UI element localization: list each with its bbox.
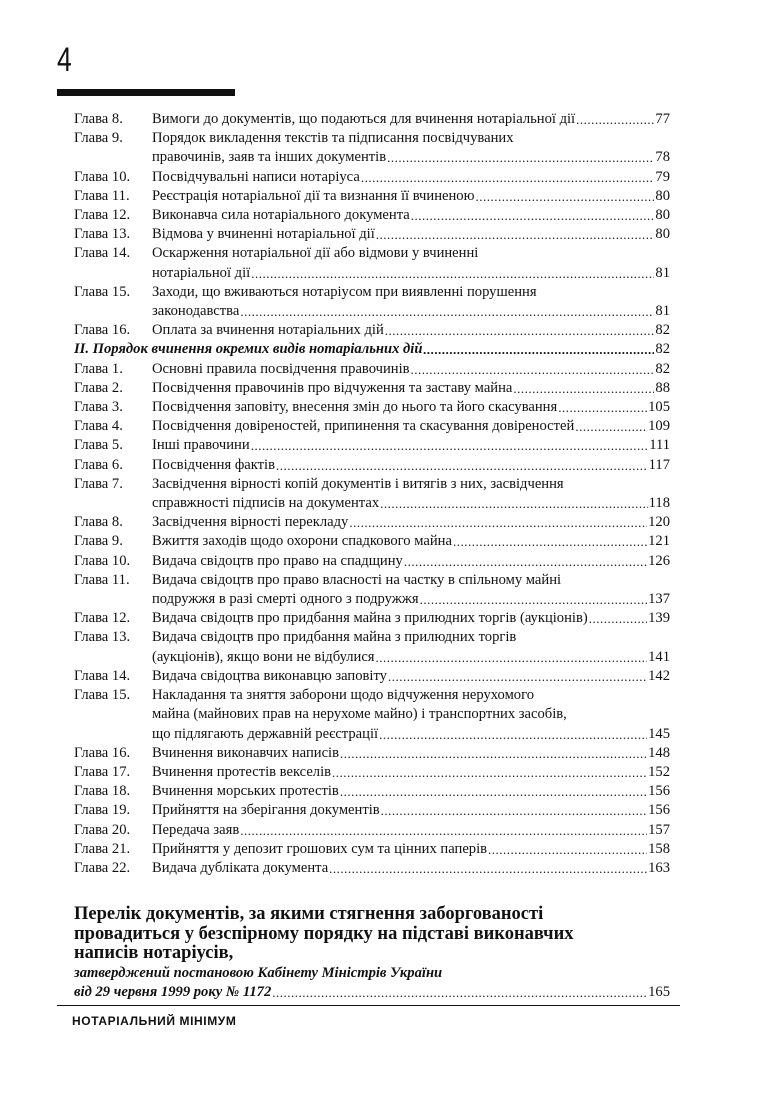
toc-entry-body — [152, 283, 670, 321]
leader-dots — [513, 379, 654, 398]
toc-entry-page: 88 — [655, 379, 670, 396]
toc-entry-page: 79 — [655, 168, 670, 185]
toc-entry-page: 139 — [648, 610, 670, 627]
toc-entry-page: 157 — [648, 821, 670, 838]
toc-entry[interactable] — [74, 840, 670, 859]
section-heading-page: 82 — [655, 341, 670, 358]
toc-entry-title-line: подружжя в разі смерті одного з подружжя — [152, 591, 419, 608]
appendix-title-line: написів нотаріусів, — [74, 943, 234, 963]
toc-entry[interactable] — [74, 552, 670, 571]
leader-dots — [576, 110, 654, 129]
toc-entry-body — [152, 840, 670, 859]
toc-entry[interactable] — [74, 475, 670, 513]
toc-bottom-list — [74, 360, 670, 878]
toc-entry-title-line: Прийняття у депозит грошових сум та цінних паперів — [152, 840, 488, 857]
toc-entry-page: 118 — [648, 495, 670, 512]
toc-entry[interactable] — [74, 398, 670, 417]
table-of-contents — [74, 110, 670, 878]
toc-entry-chapter: Глава 21. — [74, 840, 131, 857]
toc-entry-chapter: Глава 15. — [74, 283, 131, 300]
toc-entry-title-line: Вчинення протестів векселів — [152, 763, 332, 780]
toc-entry-title-line: Посвідчення правочинів про відчуження та заставу майна — [152, 379, 513, 396]
toc-entry[interactable] — [74, 206, 670, 225]
toc-entry-body — [152, 379, 670, 398]
leader-dots — [411, 206, 655, 225]
leader-dots — [558, 398, 647, 417]
leader-dots — [379, 725, 647, 744]
toc-entry-page: 121 — [648, 533, 670, 550]
toc-entry-body — [152, 801, 670, 820]
toc-entry-page: 158 — [648, 840, 670, 857]
toc-entry-title-line: майна (майнових прав на нерухоме майно) і транспортних засобів, — [152, 706, 567, 723]
page-number: 4 — [57, 41, 72, 79]
appendix-entry[interactable] — [74, 905, 670, 1002]
toc-entry-page: 81 — [655, 264, 670, 281]
toc-entry-title-line: нотаріальної дії — [152, 264, 251, 281]
toc-entry-body — [152, 628, 670, 666]
toc-entry-title-line: Вжиття заходів щодо охорони спадкового майна — [152, 533, 452, 550]
toc-entry-body — [152, 475, 670, 513]
leader-dots — [381, 801, 647, 820]
toc-entry-title-line: Основні правила посвідчення правочинів — [152, 360, 410, 377]
toc-entry-chapter: Глава 7. — [74, 475, 123, 492]
toc-entry-chapter: Глава 13. — [74, 629, 131, 646]
toc-entry-chapter: Глава 12. — [74, 610, 131, 627]
toc-entry-chapter: Глава 10. — [74, 552, 131, 569]
toc-entry-body — [152, 360, 670, 379]
toc-entry-page: 105 — [648, 399, 670, 416]
toc-entry-body — [152, 821, 670, 840]
toc-entry-body — [152, 571, 670, 609]
toc-entry[interactable] — [74, 225, 670, 244]
toc-entry-chapter: Глава 20. — [74, 821, 131, 838]
toc-entry-title-line: Видача свідоцтва виконавцю заповіту — [152, 667, 387, 684]
leader-dots — [476, 187, 655, 206]
toc-entry-body — [152, 609, 670, 628]
toc-entry[interactable] — [74, 168, 670, 187]
toc-entry[interactable] — [74, 686, 670, 744]
toc-entry-body — [152, 206, 670, 225]
toc-entry-body — [152, 129, 670, 167]
toc-entry-body — [152, 110, 670, 129]
leader-dots — [240, 302, 654, 321]
toc-entry-chapter: Глава 16. — [74, 322, 131, 339]
toc-entry-title-line: Видача свідоцтв про придбання майна з прилюдних торгів — [152, 629, 517, 646]
leader-dots — [349, 513, 647, 532]
toc-entry-title-line: Посвідчення заповіту, внесення змін до нього та його скасування — [152, 399, 558, 416]
leader-dots — [329, 859, 647, 878]
toc-entry[interactable] — [74, 609, 670, 628]
toc-entry-chapter: Глава 22. — [74, 859, 131, 876]
toc-entry-body — [152, 417, 670, 436]
leader-dots — [388, 667, 647, 686]
toc-entry-title-line: Заходи, що вживаються нотаріусом при виявленні порушення — [152, 283, 537, 300]
toc-entry-body — [152, 244, 670, 282]
toc-entry-title-line: Посвідчувальні написи нотаріуса — [152, 168, 360, 185]
toc-entry-body — [152, 667, 670, 686]
toc-entry-chapter: Глава 11. — [74, 571, 130, 588]
toc-entry-body — [152, 859, 670, 878]
toc-entry-page: 145 — [648, 725, 670, 742]
leader-dots — [385, 321, 655, 340]
toc-entry-chapter: Глава 8. — [74, 514, 123, 531]
toc-entry-title-line: Видача дубліката документа — [152, 859, 329, 876]
leader-dots — [423, 340, 654, 359]
toc-entry[interactable] — [74, 283, 670, 321]
toc-entry-title-line: Посвідчення фактів — [152, 456, 275, 473]
toc-entry-page: 148 — [648, 744, 670, 761]
toc-entry[interactable] — [74, 821, 670, 840]
appendix-title — [74, 905, 670, 964]
toc-entry-page: 141 — [648, 648, 670, 665]
footer-title: НОТАРІАЛЬНИЙ МІНІМУМ — [72, 1014, 237, 1028]
toc-entry-page: 117 — [648, 456, 670, 473]
toc-entry-page: 77 — [655, 111, 670, 127]
toc-entry-body — [152, 763, 670, 782]
appendix-subtitle — [74, 964, 670, 1002]
leader-dots — [376, 648, 648, 667]
toc-entry-chapter: Глава 14. — [74, 667, 131, 684]
leader-dots — [575, 417, 647, 436]
toc-entry[interactable] — [74, 763, 670, 782]
leader-dots — [376, 225, 655, 244]
toc-entry-title-line: Інші правочини — [152, 437, 250, 454]
toc-entry-body — [152, 686, 670, 744]
toc-entry-title-line: Накладання та зняття заборони щодо відчуження нерухомого — [152, 687, 535, 704]
leader-dots — [340, 744, 647, 763]
toc-entry-page: 78 — [655, 149, 670, 166]
toc-entry-page: 142 — [648, 667, 670, 684]
toc-entry[interactable] — [74, 513, 670, 532]
toc-entry[interactable] — [74, 801, 670, 820]
toc-entry-body — [152, 321, 670, 340]
toc-entry[interactable] — [74, 379, 670, 398]
toc-entry-chapter: Глава 11. — [74, 187, 130, 204]
toc-entry-chapter: Глава 9. — [74, 130, 123, 147]
toc-entry-page: 80 — [655, 187, 670, 204]
leader-dots — [251, 264, 654, 283]
toc-entry-body — [152, 225, 670, 244]
toc-entry-page: 80 — [655, 207, 670, 224]
toc-entry-page: 81 — [655, 303, 670, 320]
toc-entry[interactable] — [74, 667, 670, 686]
leader-dots — [589, 609, 647, 628]
toc-entry-chapter: Глава 18. — [74, 783, 131, 800]
toc-entry-chapter: Глава 17. — [74, 763, 131, 780]
toc-entry-title-line: Оскарження нотаріальної дії або відмови у вчиненні — [152, 245, 479, 262]
toc-entry[interactable] — [74, 628, 670, 666]
toc-entry-page: 126 — [648, 552, 670, 569]
toc-entry-title-line: Відмова у вчиненні нотаріальної дії — [152, 226, 375, 243]
toc-entry[interactable] — [74, 417, 670, 436]
toc-entry[interactable] — [74, 187, 670, 206]
toc-entry-body — [152, 513, 670, 532]
toc-entry-chapter: Глава 10. — [74, 168, 131, 185]
leader-dots — [276, 456, 648, 475]
toc-entry-page: 137 — [648, 591, 670, 608]
toc-entry-chapter: Глава 1. — [74, 360, 123, 377]
toc-entry-chapter: Глава 3. — [74, 399, 123, 416]
toc-entry-chapter: Глава 5. — [74, 437, 123, 454]
leader-dots — [411, 360, 655, 379]
toc-entry-body — [152, 552, 670, 571]
appendix-subtitle-line: від 29 червня 1999 року № 1172 — [74, 983, 272, 1000]
toc-entry-title-line: Видача свідоцтв про придбання майна з прилюдних торгів (аукціонів) — [152, 610, 588, 627]
toc-entry-body — [152, 782, 670, 801]
toc-entry-page: 109 — [648, 418, 670, 435]
toc-entry-chapter: Глава 13. — [74, 226, 131, 243]
toc-entry-title-line: Видача свідоцтв про право на спадщину — [152, 552, 403, 569]
toc-entry-title-line: Вчинення морських протестів — [152, 783, 339, 800]
footer-rule — [57, 1005, 680, 1006]
leader-dots — [240, 821, 647, 840]
leader-dots — [361, 168, 655, 187]
section-heading[interactable] — [74, 340, 670, 359]
toc-entry-page: 156 — [648, 802, 670, 819]
toc-entry-title-line: законодавства — [152, 303, 240, 320]
toc-entry[interactable] — [74, 360, 670, 379]
toc-entry-title-line: Оплата за вчинення нотаріальних дій — [152, 322, 384, 339]
toc-entry[interactable] — [74, 744, 670, 763]
toc-entry-title-line: справжності підписів на документах — [152, 495, 380, 512]
toc-entry-page: 82 — [655, 360, 670, 377]
toc-entry-title-line: Прийняття на зберігання документів — [152, 802, 380, 819]
section-heading-text: II. Порядок вчинення окремих видів нотаріальних дій — [74, 341, 423, 358]
appendix-title-line: провадиться у безспірному порядку на підставі виконавчих — [74, 923, 574, 944]
toc-entry[interactable] — [74, 456, 670, 475]
toc-entry-chapter: Глава 16. — [74, 744, 131, 761]
toc-entry-page: 111 — [649, 437, 670, 454]
toc-entry-body — [152, 398, 670, 417]
toc-entry-body — [152, 436, 670, 455]
toc-entry-title-line: Посвідчення довіреностей, припинення та скасування довіреностей — [152, 418, 575, 435]
toc-entry[interactable] — [74, 321, 670, 340]
leader-dots — [380, 494, 648, 513]
toc-entry-page: 80 — [655, 226, 670, 243]
toc-entry-title-line: Виконавча сила нотаріального документа — [152, 207, 410, 224]
leader-dots — [332, 763, 647, 782]
appendix-title-line: Перелік документів, за якими стягнення заборгованості — [74, 904, 544, 924]
leader-dots — [453, 532, 647, 551]
toc-entry[interactable] — [74, 571, 670, 609]
toc-entry[interactable] — [74, 110, 670, 129]
toc-entry[interactable] — [74, 532, 670, 551]
toc-entry-body — [152, 744, 670, 763]
toc-entry-title-line: Порядок викладення текстів та підписання посвідчуваних — [152, 130, 514, 147]
toc-entry[interactable] — [74, 782, 670, 801]
leader-dots — [340, 782, 647, 801]
top-rule — [57, 89, 235, 96]
toc-entry-chapter: Глава 9. — [74, 533, 123, 550]
toc-entry-chapter: Глава 12. — [74, 207, 131, 224]
toc-entry-page: 120 — [648, 514, 670, 531]
leader-dots — [387, 148, 654, 167]
toc-entry-title-line: Засвідчення вірності перекладу — [152, 514, 349, 531]
toc-entry-chapter: Глава 6. — [74, 456, 123, 473]
toc-entry-title-line: Реєстрація нотаріальної дії та визнання її вчиненою — [152, 187, 475, 204]
toc-entry[interactable] — [74, 859, 670, 878]
leader-dots — [272, 983, 647, 1002]
toc-entry-page: 152 — [648, 763, 670, 780]
toc-entry-page: 163 — [648, 859, 670, 876]
toc-entry-title-line: Вчинення виконавчих написів — [152, 744, 339, 761]
toc-entry-chapter: Глава 15. — [74, 687, 131, 704]
toc-entry-body — [152, 456, 670, 475]
toc-entry-page: 156 — [648, 783, 670, 800]
toc-entry-body — [152, 187, 670, 206]
toc-entry-title-line: Засвідчення вірності копій документів і витягів з них, засвідчення — [152, 475, 564, 492]
toc-entry[interactable] — [74, 436, 670, 455]
toc-entry[interactable] — [74, 244, 670, 282]
toc-entry-chapter: Глава 4. — [74, 418, 123, 435]
leader-dots — [404, 552, 647, 571]
toc-entry-title-line: правочинів, заяв та інших документів — [152, 149, 387, 166]
toc-entry-chapter: Глава 2. — [74, 379, 123, 396]
appendix-subtitle-line: затверджений постановою Кабінету Міністрів України — [74, 964, 443, 981]
toc-entry-title-line: Вимоги до документів, що подаються для вчинення нотаріальної дії — [152, 111, 576, 127]
appendix-page: 165 — [648, 983, 670, 1000]
toc-entry-body — [152, 168, 670, 187]
toc-entry-title-line: Видача свідоцтв про право власності на частку в спільному майні — [152, 571, 562, 588]
toc-entry-chapter: Глава 14. — [74, 245, 131, 262]
toc-entry-page: 82 — [655, 322, 670, 339]
leader-dots — [488, 840, 647, 859]
leader-dots — [251, 436, 649, 455]
toc-entry-chapter: Глава 19. — [74, 802, 131, 819]
toc-entry[interactable] — [74, 129, 670, 167]
toc-entry-body — [152, 532, 670, 551]
toc-top-list — [74, 110, 670, 340]
leader-dots — [420, 590, 648, 609]
toc-entry-title-line: (аукціонів), якщо вони не відбулися — [152, 648, 375, 665]
toc-entry-title-line: що підлягають державній реєстрації — [152, 725, 379, 742]
toc-entry-title-line: Передача заяв — [152, 821, 240, 838]
toc-entry-chapter: Глава 8. — [74, 111, 123, 127]
